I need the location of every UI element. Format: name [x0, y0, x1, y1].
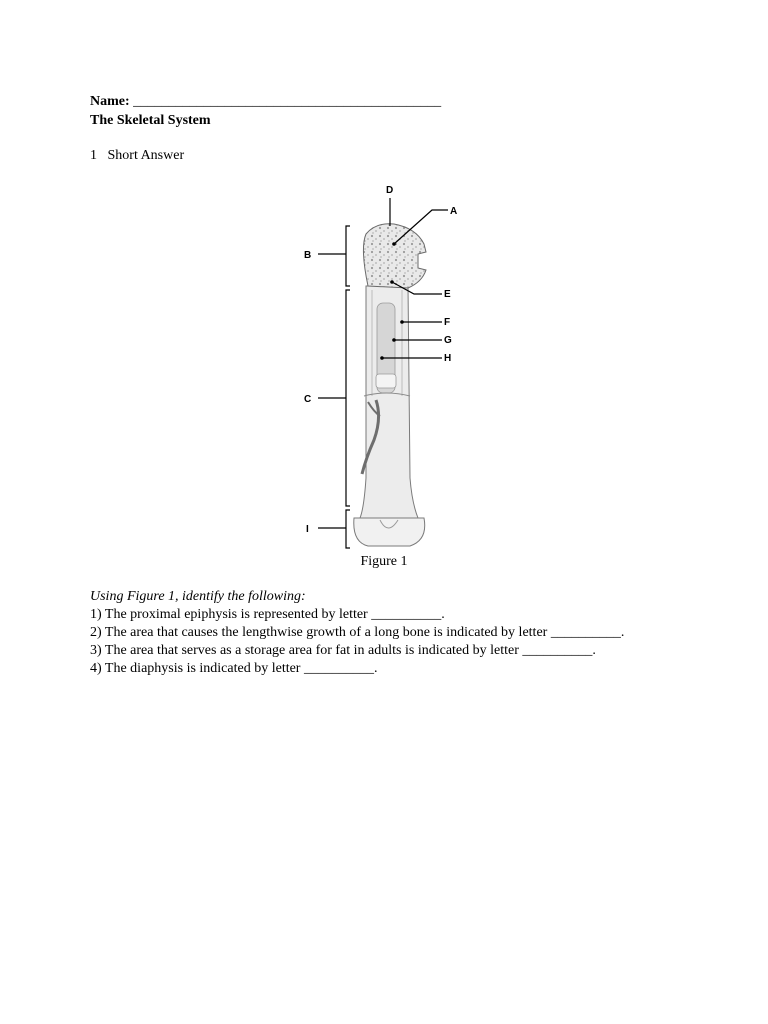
long-bone-figure — [290, 178, 490, 550]
section-title: Short Answer — [107, 148, 185, 163]
label-c: C — [304, 394, 312, 405]
name-label: Name: — [90, 94, 130, 109]
label-e: E — [444, 289, 451, 300]
label-f: F — [444, 317, 451, 328]
question-4: 4) The diaphysis is indicated by letter __________. — [90, 661, 378, 676]
label-d: D — [386, 185, 394, 196]
label-b: B — [304, 250, 312, 261]
section-heading — [90, 147, 184, 164]
long-bone-diagram — [290, 178, 490, 550]
label-g: G — [444, 335, 452, 346]
question-2: 2) The area that causes the lengthwise growth of a long bone is indicated by letter __________. — [90, 625, 625, 640]
question-1: 1) The proximal epiphysis is represented by letter __________. — [90, 607, 445, 622]
distal-epiphysis-shape — [354, 518, 425, 546]
label-h: H — [444, 353, 452, 364]
name-line — [90, 93, 441, 110]
proximal-epiphysis-shape — [363, 224, 426, 288]
label-i: I — [306, 524, 309, 535]
instructions: Using Figure 1, identify the following: — [90, 589, 306, 604]
label-a: A — [450, 206, 458, 217]
section-number: 1 — [90, 148, 97, 163]
name-blank: ____________________________________________ — [129, 94, 442, 109]
worksheet-title: The Skeletal System — [90, 113, 211, 128]
figure-caption: Figure 1 — [360, 554, 408, 569]
question-3: 3) The area that serves as a storage area for fat in adults is indicated by letter __________. — [90, 643, 596, 658]
